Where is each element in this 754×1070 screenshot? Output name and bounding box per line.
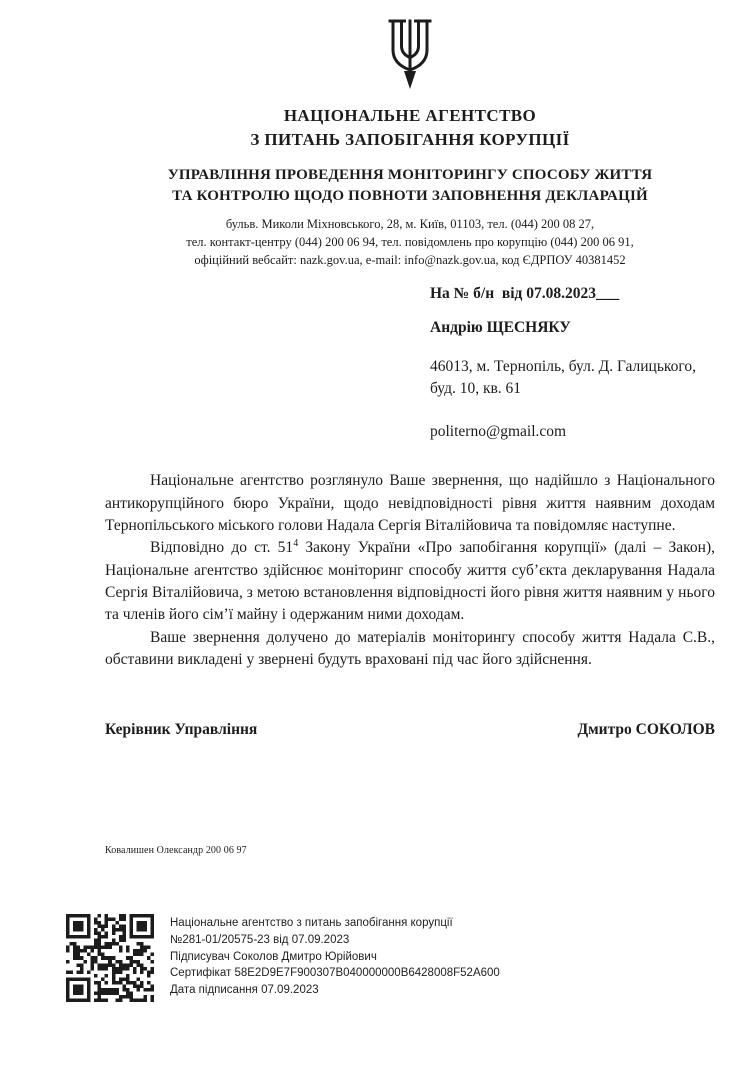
stamp-signer-line: Підписувач Соколов Дмитро Юрійович xyxy=(170,950,377,963)
letterhead xyxy=(105,18,715,269)
body-paragraph-2 xyxy=(105,537,715,626)
contact-web-email-line: офіційний вебсайт: nazk.gov.ua, e-mail: info@nazk.gov.ua, код ЄДРПОУ 40381452 xyxy=(194,252,626,267)
recipient-address-line2: буд. 10, кв. 61 xyxy=(430,380,522,398)
digital-signature-details xyxy=(170,914,500,998)
letter-body xyxy=(105,470,715,671)
signer-title: Керівник Управління xyxy=(105,721,258,739)
agency-contacts xyxy=(105,216,715,269)
stamp-agency-line: Національне агентство з питань запобігання корупції xyxy=(170,917,453,930)
recipient-email: politerno@gmail.com xyxy=(430,423,567,441)
recipient-address xyxy=(430,356,715,400)
executor-note: Ковалишен Олександр 200 06 97 xyxy=(105,845,247,857)
signer-name: Дмитро СОКОЛОВ xyxy=(577,721,715,739)
agency-name-line2: З ПИТАНЬ ЗАПОБІГАННЯ КОРУПЦІЇ xyxy=(250,129,570,149)
stamp-date-line: Дата підписання 07.09.2023 xyxy=(170,983,319,996)
digital-signature-stamp xyxy=(66,914,715,1002)
stamp-certificate-line: Сертифікат 58E2D9E7F900307B040000000B6428008F52A600 xyxy=(170,967,500,980)
ukraine-trident-emblem-icon xyxy=(105,18,715,92)
body-paragraph-2-superscript: 4 xyxy=(293,538,299,550)
signature-row xyxy=(105,721,715,739)
department-name xyxy=(105,165,715,208)
body-paragraph-2-post: Закону України «Про запобігання корупції» (далі – Закон), Національне агентство здійснює моніторинг способу життя суб’єкта декларування Надала Сергія Віталійовича, з метою встановлення відповідності його рівня життя наявним у нього та членів його сім’ї майну і одержаним ними доходам. xyxy=(105,539,715,624)
agency-name-line1: НАЦІОНАЛЬНЕ АГЕНТСТВО xyxy=(283,106,537,125)
reference-line: На № б/н від 07.08.2023___ xyxy=(430,285,620,303)
qr-code xyxy=(66,914,154,1002)
stamp-number-line: №281-01/20575-23 від 07.09.2023 xyxy=(170,933,350,946)
agency-name xyxy=(105,104,715,152)
recipient-address-line1: 46013, м. Тернопіль, бул. Д. Галицького, xyxy=(430,358,697,376)
contact-address-line: бульв. Миколи Міхновського, 28, м. Київ, 01103, тел. (044) 200 08 27, xyxy=(225,217,595,232)
department-name-line2: ТА КОНТРОЛЮ ЩОДО ПОВНОТИ ЗАПОВНЕННЯ ДЕКЛАРАЦІЙ xyxy=(172,187,648,204)
reference-and-recipient-block xyxy=(430,285,715,441)
department-name-line1: УПРАВЛІННЯ ПРОВЕДЕННЯ МОНІТОРИНГУ СПОСОБУ ЖИТТЯ xyxy=(167,166,653,183)
body-paragraph-3: Ваше звернення долучено до матеріалів моніторингу способу життя Надала С.В., обставини викладені у звернені будуть враховані під час його здійснення. xyxy=(105,628,715,668)
contact-phones-line: тел. контакт-центру (044) 200 06 94, тел. повідомлень про корупцію (044) 200 06 91, xyxy=(186,234,634,249)
body-paragraph-1: Національне агентство розглянуло Ваше звернення, що надійшло з Національного антикорупційного бюро України, щодо невідповідності рівня життя наявним доходам Тернопільського міського голови Надала Сергія Віталійовича та повідомляє наступне. xyxy=(105,472,715,535)
recipient-name: Андрію ЩЕСНЯКУ xyxy=(430,319,571,337)
body-paragraph-2-pre: Відповідно до ст. 51 xyxy=(150,539,294,557)
